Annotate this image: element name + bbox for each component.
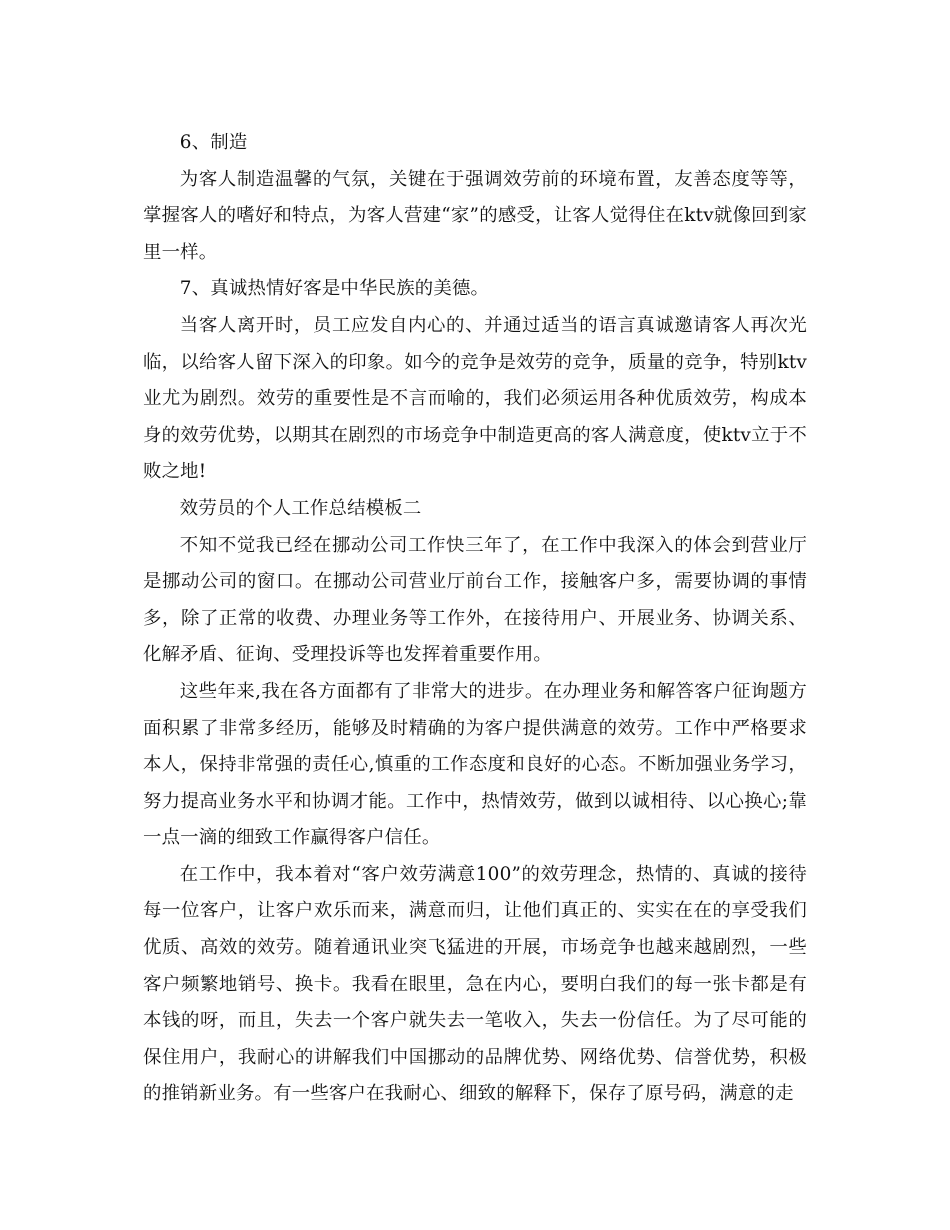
paragraph: 不知不觉我已经在挪动公司工作快三年了，在工作中我深入的体会到营业厅是挪动公司的窗口。在挪动公司营业厅前台工作，接触客户多，需要协调的事情多，除了正常的收费、办理业务等工作外，在接待用户、开展业务、协调关系、化解矛盾、征询、受理投诉等也发挥着重要作用。	[143, 534, 807, 666]
section-heading-7: 7、真诚热情好客是中华民族的美德。	[179, 278, 490, 300]
section-heading-6: 6、制造	[179, 132, 248, 153]
document-subtitle: 效劳员的个人工作总结模板二	[179, 497, 422, 519]
paragraph: 为客人制造温馨的气氛，关键在于强调效劳前的环境布置，友善态度等等，掌握客人的嗜好和特点，为客人营建“家”的感受，让客人觉得住在ktv就像回到家里一样。	[143, 168, 807, 263]
document-body	[143, 125, 807, 1113]
paragraph: 在工作中，我本着对“客户效劳满意100”的效劳理念，热情的、真诚的接待每一位客户，让客户欢乐而来，满意而归，让他们真正的、实实在在的享受我们优质、高效的效劳。随着通讯业突飞猛进的开展，市场竞争也越来越剧烈，一些客户频繁地销号、换卡。我看在眼里，急在内心，要明白我们的每一张卡都是有本钱的呀，而且，失去一个客户就失去一笔收入，失去一份信任。为了尽可能的保住用户，我耐心的讲解我们中国挪动的品牌优势、网络优势、信誉优势，积极的推销新业务。有一些客户在我耐心、细致的解释下，保存了原号码，满意的走	[143, 863, 807, 1105]
paragraph: 当客人离开时，员工应发自内心的、并通过适当的语言真诚邀请客人再次光临，以给客人留下深入的印象。如今的竞争是效劳的竞争，质量的竞争，特别ktv业尤为剧烈。效劳的重要性是不言而喻的，我们必须运用各种优质效劳，构成本身的效劳优势，以期其在剧烈的市场竞争中制造更高的客人满意度，使ktv立于不败之地!	[143, 314, 807, 483]
paragraph: 这些年来,我在各方面都有了非常大的进步。在办理业务和解答客户征询题方面积累了非常多经历，能够及时精确的为客户提供满意的效劳。工作中严格要求本人，保持非常强的责任心,慎重的工作态度和良好的心态。不断加强业务学习，努力提高业务水平和协调才能。工作中，热情效劳，做到以诚相待、以心换心;靠一点一滴的细致工作赢得客户信任。	[143, 680, 807, 849]
